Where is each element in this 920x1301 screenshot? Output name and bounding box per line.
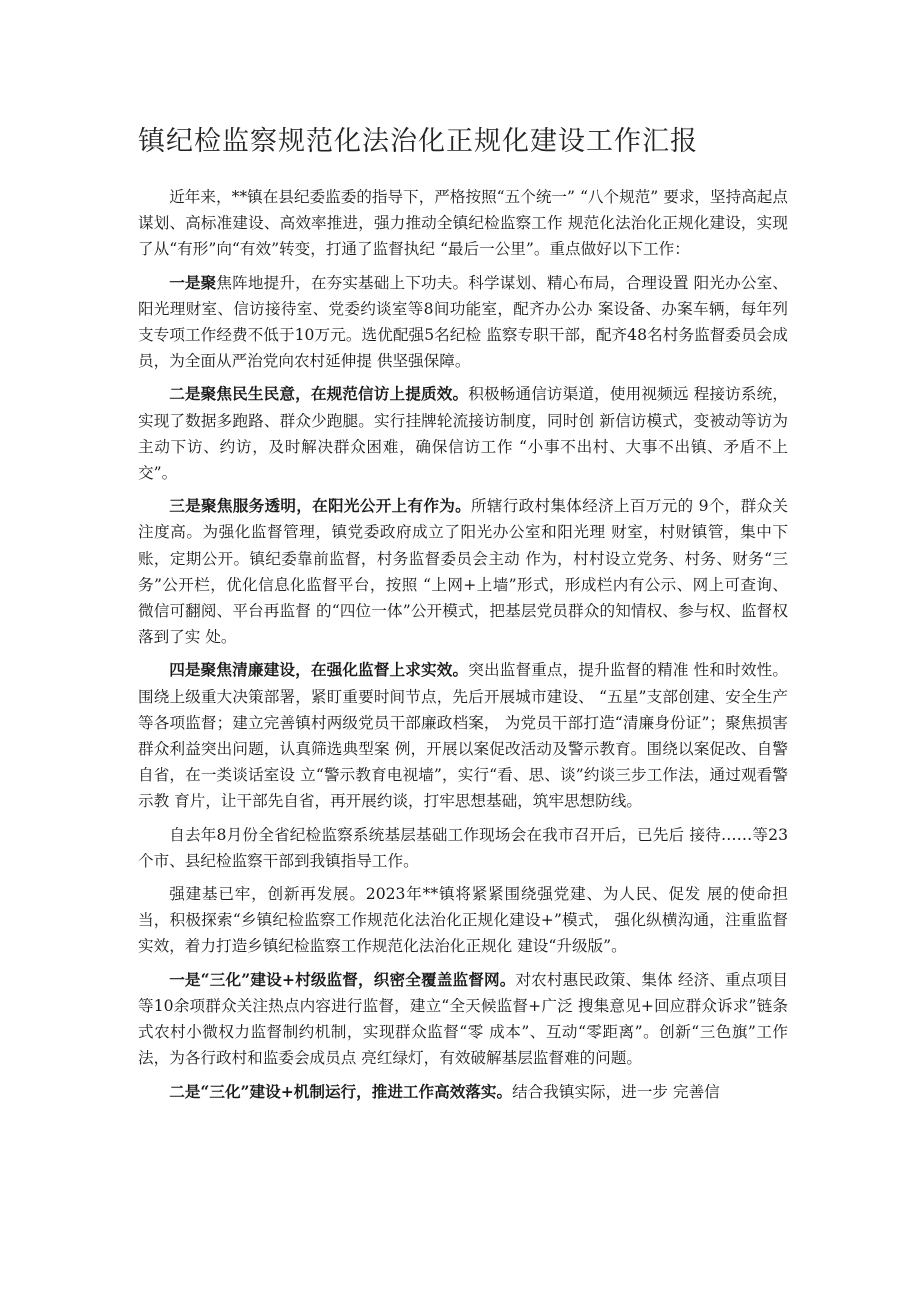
paragraph-plan-point-1	[138, 967, 788, 1072]
paragraph-text: 强建基已牢，创新再发展。2023年**镇将紧紧围绕强党建、为人民、促发 展的使命担当，积极探索“乡镇纪检监察工作规范化法治化正规化建设+”模式， 强化纵横沟通，注重监督实效，着力打造乡镇纪检监察工作规范化法治化正规化 建设“升级版”。	[138, 885, 788, 956]
document-title: 镇纪检监察规范化法治化正规化建设工作汇报	[138, 126, 698, 157]
paragraph-text: 自去年8月份全省纪检监察系统基层基础工作现场会在我市召开后，已先后 接待……等23个市、县纪检监察干部到我镇指导工作。	[138, 825, 788, 870]
paragraph-text: 所辖行政村集体经济上百万元的 9个，群众关注度高。为强化监督管理，镇党委政府成立了阳光办公室和阳光理 财室，村财镇管，集中下账，定期公开。镇纪委靠前监督，村务监督委员会主动 作为，村村设立党务、村务、财务“三务”公开栏，优化信息化监督平台，按照 “上网+上墙”形式，形成栏内有公示、网上可查询、微信可翻阅、平台再监督 的“四位一体”公开模式，把基层党员群众的知情权、参与权、监督权落到了实 处。	[138, 497, 788, 647]
paragraph-text: 焦阵地提升，在夯实基础上下功夫。科学谋划、精心布局，合理设置 阳光办公室、阳光理财室、信访接待室、党委约谈室等8间功能室，配齐办公办 案设备、办案车辆，每年列支专项工作经费不低于10万元。选优配强5名纪检 监察专职干部，配齐48名村务监督委员会成员，为全面从严治党向农村延伸提 供坚强保障。	[138, 273, 788, 371]
paragraph-lead: 四是聚焦清廉建设，在强化监督上求实效。	[169, 660, 469, 680]
paragraph-plan-2023	[138, 881, 788, 960]
paragraph-lead: 一是聚	[169, 272, 217, 292]
paragraph-lead: 一是“三化”建设+村级监督，织密全覆盖监督网。	[169, 969, 516, 989]
paragraph-visits	[138, 822, 788, 874]
paragraph-point-2	[138, 381, 788, 486]
paragraph-point-3	[138, 493, 788, 650]
document-page	[138, 122, 788, 1112]
paragraph-text: 结合我镇实际，进一步 完善信	[512, 1082, 720, 1101]
paragraph-text: 突出监督重点，提升监督的精准 性和时效性。围绕上级重大决策部署，紧盯重要时间节点，先后开展城市建设、 “五星”支部创建、安全生产等各项监督；建立完善镇村两级党员干部廉政档案， 为党员干部打造“清廉身份证”；聚焦损害群众利益突出问题，认真筛选典型案 例，开展以案促改活动及警示教育。围绕以案促改、自警自省，在一类谈话室设 立“警示教育电视墙”，实行“看、思、谈”约谈三步工作法，通过观看警示教 育片，让干部先自省，再开展约谈，打牢思想基础，筑牢思想防线。	[138, 661, 788, 811]
paragraph-lead: 二是聚焦民生民意，在规范信访上提质效。	[169, 384, 469, 404]
paragraph-lead: 二是“三化”建设+机制运行，推进工作高效落实。	[169, 1081, 513, 1101]
paragraph-text: 积极畅通信访渠道，使用视频远 程接访系统，实现了数据多跑路、群众少跑腿。实行挂牌轮流接访制度，同时创 新信访模式，变被动等访为主动下访、约访，及时解决群众困难，确保信访工作 “小事不出村、大事不出镇、矛盾不上交”。	[138, 385, 788, 483]
paragraph-intro	[138, 184, 788, 263]
paragraph-text: 近年来，**镇在县纪委监委的指导下，严格按照“五个统一” “八个规范” 要求，坚持高起点谋划、高标准建设、高效率推进，强力推动全镇纪检监察工作 规范化法治化正规化建设，实现了从“有形”向“有效”转变，打通了监督执纪 “最后一公里”。重点做好以下工作：	[138, 188, 788, 259]
paragraph-point-4	[138, 657, 788, 814]
paragraph-lead: 三是聚焦服务透明，在阳光公开上有作为。	[169, 496, 471, 516]
paragraph-text: 对农村惠民政策、集体 经济、重点项目等10余项群众关注热点内容进行监督，建立“全天候监督+广泛 搜集意见+回应群众诉求”链条式农村小微权力监督制约机制，实现群众监督“零 成本”、互动“零距离”。创新“三色旗”工作法，为各行政村和监委会成员点 亮红绿灯，有效破解基层监督难的问题。	[138, 970, 788, 1068]
paragraph-plan-point-2	[138, 1079, 788, 1105]
paragraph-point-1	[138, 270, 788, 375]
